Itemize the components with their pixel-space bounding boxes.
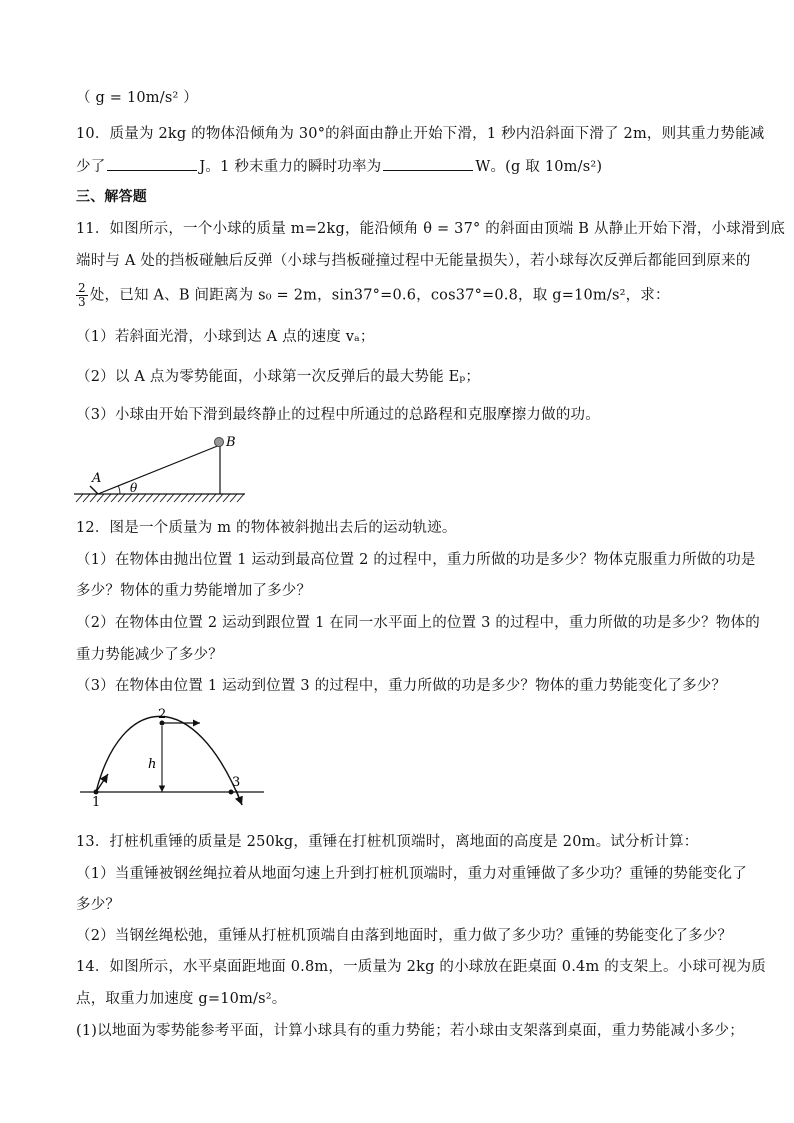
- question-14-part-1: (1)以地面为零势能参考平面，计算小球具有的重力势能；若小球由支架落到桌面，重力势能减小多少；: [76, 1023, 744, 1039]
- trajectory-figure: [76, 702, 276, 808]
- question-11-line-2: 端时与 A 处的挡板碰触后反弹（小球与挡板碰撞过程中无能量损失），若小球每次反弹后都能回到原来的: [76, 253, 751, 269]
- question-11-line-1: 11．如图所示，一个小球的质量 m=2kg，能沿倾角 θ = 37° 的斜面由顶端 B 从静止开始下滑，小球滑到底: [76, 221, 786, 237]
- question-10-text-c: W。(g 取 10m/s²): [475, 159, 603, 175]
- question-12-part-1-line-2: 多少？物体的重力势能增加了多少？: [76, 583, 312, 599]
- label-theta: θ: [130, 481, 138, 495]
- question-13-part-1-line-2: 多少？: [76, 897, 121, 913]
- ball: [215, 438, 224, 447]
- label-a: A: [92, 471, 102, 486]
- question-10-text-a: 少了: [76, 159, 106, 175]
- question-10-text-b: J。1 秒末重力的瞬时功率为: [199, 159, 382, 175]
- point-3: [229, 790, 234, 795]
- question-13-part-2: （2）当钢丝绳松弛，重锤从打桩机顶端自由落到地面时，重力做了多少功？重锤的势能变化了多少？: [76, 928, 733, 944]
- question-12-part-2-line-1: （2）在物体由位置 2 运动到跟位置 1 在同一水平面上的位置 3 的过程中，重力所做的功是多少？物体的: [76, 615, 760, 631]
- question-13-part-1-line-1: （1）当重锤被钢丝绳拉着从地面匀速上升到打桩机顶端时，重力对重锤做了多少功？重锤的势能变化了: [76, 866, 747, 882]
- label-h: h: [148, 757, 157, 772]
- question-11-part-3: （3）小球由开始下滑到最终静止的过程中所通过的总路程和克服摩擦力做的功。: [76, 407, 600, 423]
- label-1: 1: [92, 795, 101, 808]
- fraction-two-thirds: $\frac{2}{3}$: [78, 281, 86, 309]
- question-12-line-1: 12．图是一个质量为 m 的物体被斜抛出去后的运动轨迹。: [76, 520, 457, 536]
- label-2: 2: [158, 707, 167, 722]
- question-13-line-1: 13．打桩机重锤的质量是 250kg，重锤在打桩机顶端时，离地面的高度是 20m。试分析计算：: [76, 834, 699, 850]
- ground-hatching: [76, 494, 244, 502]
- incline-figure: [70, 432, 250, 507]
- question-11-part-2: （2）以 A 点为零势能面，小球第一次反弹后的最大势能 Eₚ；: [76, 369, 481, 385]
- question-11-line-3: [76, 282, 670, 309]
- g-value-note: （ g = 10m/s² ）: [76, 90, 199, 106]
- question-14-line-2: 点，取重力加速度 g=10m/s²。: [76, 991, 287, 1007]
- question-12-part-3: （3）在物体由位置 1 运动到位置 3 的过程中，重力所做的功是多少？物体的重力势能变化了多少？: [76, 678, 727, 694]
- question-14-line-1: 14．如图所示，水平桌面距地面 0.8m，一质量为 2kg 的小球放在距桌面 0.4m 的支架上。小球可视为质: [76, 959, 766, 975]
- answer-blank-2[interactable]: [383, 156, 473, 171]
- barrier-plate: [90, 486, 98, 494]
- section-heading: 三、解答题: [76, 189, 147, 205]
- answer-blank-1[interactable]: [107, 156, 197, 171]
- incline-surface: [98, 445, 220, 494]
- question-12-part-1-line-1: （1）在物体由抛出位置 1 运动到最高位置 2 的过程中，重力所做的功是多少？物体克服重力所做的功是: [76, 552, 756, 568]
- point-1: [94, 790, 99, 795]
- question-11-part-1: （1）若斜面光滑，小球到达 A 点的速度 vₐ；: [76, 329, 375, 345]
- question-10-line-2: [76, 156, 602, 177]
- angle-arc: [119, 486, 121, 494]
- question-11-text-c: 处，已知 A、B 间距离为 s₀ = 2m，sin37°=0.6，cos37°=0.8，取 g=10m/s²，求：: [89, 287, 670, 304]
- label-b: B: [226, 435, 236, 450]
- label-3: 3: [232, 775, 241, 790]
- question-12-part-2-line-2: 重力势能减少了多少？: [76, 647, 223, 663]
- question-10-line-1: 10．质量为 2kg 的物体沿倾角为 30°的斜面由静止开始下滑，1 秒内沿斜面下滑了 2m，则其重力势能减: [76, 126, 765, 142]
